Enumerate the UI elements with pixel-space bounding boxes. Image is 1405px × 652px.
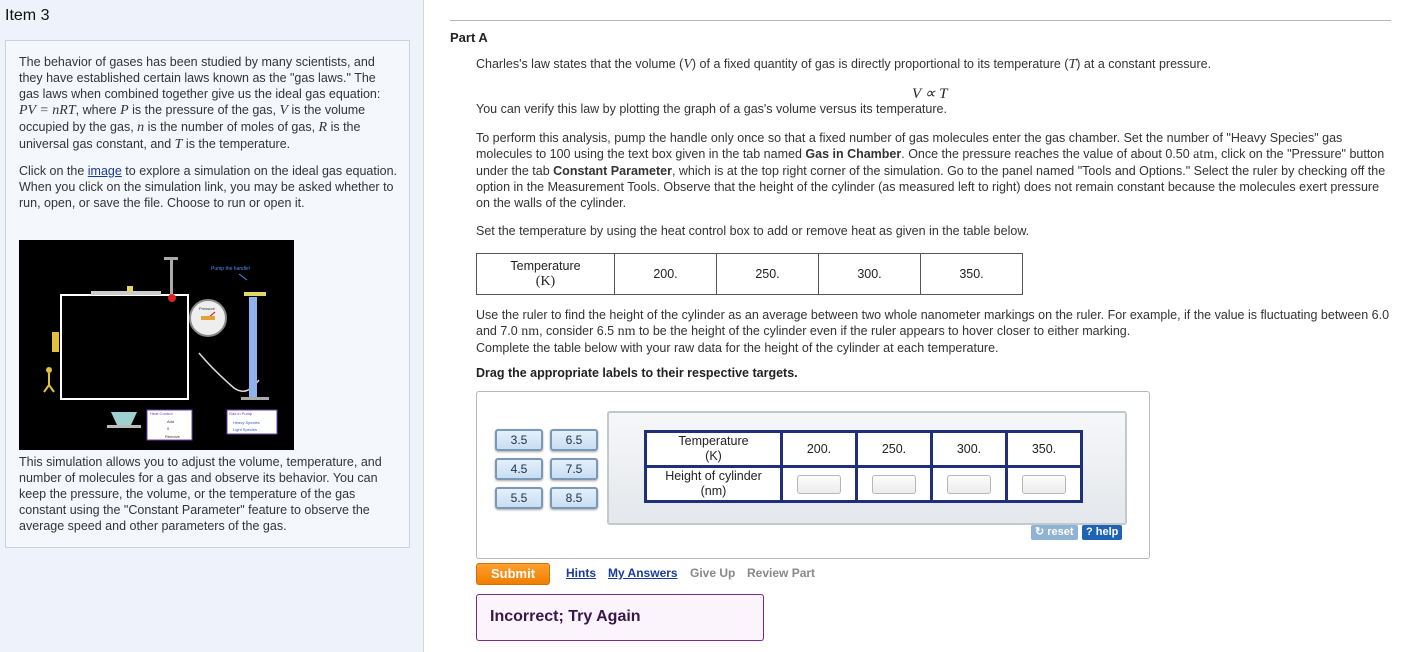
temperature-cell: 250. bbox=[717, 254, 819, 295]
target-table-frame bbox=[607, 411, 1127, 525]
charles-law-paragraph bbox=[476, 56, 1391, 73]
text: Use the ruler to find the height of the cylinder as an average between two whole nanometer markings on the ruler. For example, if the value is fluctuating between 6.0 and 7.0 bbox=[476, 308, 1390, 338]
intro-text: is the universal gas constant, and bbox=[19, 120, 361, 151]
heavy-species-label: Heavy Species bbox=[233, 420, 260, 425]
hints-link[interactable]: Hints bbox=[566, 566, 596, 580]
text: , click on the "Pressure" button under the tab bbox=[476, 147, 1385, 178]
question-panel bbox=[424, 0, 1405, 652]
text: To perform this analysis, pump the handle only once so that a fixed number of gas molecules enter the gas chamber. Set the number of "Heavy Species" gas molecules to 100 using the text box given in the tab named bbox=[476, 131, 1343, 161]
ruler-instruction bbox=[476, 307, 1391, 356]
temperature-header bbox=[477, 254, 615, 295]
divider bbox=[450, 20, 1391, 21]
item-title: Item 3 bbox=[5, 7, 50, 24]
text: , which is at the top right corner of the simulation. Go to the panel named "Tools and Options." Select the ruler by checking off the option in the Measurement Tools. Observe that the height of the cylinder (as measured left to right) does not remain constant because the molecules exert pressure on the walls of the cylinder. bbox=[476, 164, 1386, 210]
temperature-header bbox=[646, 432, 782, 467]
text: to be the height of the cylinder even if the ruler appears to hover closer to either marking. bbox=[635, 324, 1131, 338]
height-cell bbox=[932, 467, 1007, 502]
intro-text: is the pressure of the gas, bbox=[128, 103, 280, 117]
temperature-cell: 350. bbox=[921, 254, 1023, 295]
var-r: R bbox=[318, 120, 328, 135]
review-part-link[interactable]: Review Part bbox=[747, 566, 816, 580]
heat-zero-label: 0 bbox=[167, 426, 170, 431]
drag-and-drop-area bbox=[476, 391, 1150, 559]
pump-label: Pump the handle! bbox=[211, 266, 251, 272]
pressure-gauge-label: Pressure bbox=[199, 306, 216, 311]
drag-label-chip[interactable]: 8.5 bbox=[550, 487, 598, 509]
text: ) of a fixed quantity of gas is directly proportional to its temperature ( bbox=[691, 57, 1069, 71]
unit-nm: nm bbox=[521, 324, 540, 339]
unit-nm: nm bbox=[617, 324, 636, 339]
submit-button[interactable]: Submit bbox=[476, 563, 550, 585]
intro-text: is the volume occupied by the gas, bbox=[19, 103, 366, 134]
var-t: T bbox=[1068, 57, 1077, 72]
header-unit: (K) bbox=[705, 449, 722, 463]
drag-label-chip[interactable]: 6.5 bbox=[550, 429, 598, 451]
drag-instruction: Drag the appropriate labels to their respective targets. bbox=[476, 366, 798, 380]
intro-text: Click on the bbox=[19, 164, 88, 178]
feedback-box bbox=[476, 594, 764, 641]
help-button[interactable]: ? help bbox=[1082, 525, 1122, 540]
heat-remove-label: Remove bbox=[165, 434, 180, 439]
verify-paragraph: You can verify this law by plotting the graph of a gas's volume versus its temperature. bbox=[476, 102, 947, 116]
heat-control-label: Heat Control bbox=[150, 411, 173, 416]
gas-in-pump-label: Gas in Pump bbox=[229, 411, 253, 416]
header-unit: (K) bbox=[535, 274, 556, 289]
text: . Once the pressure reaches the value of about 0.50 bbox=[901, 147, 1194, 161]
temperature-cell: 350. bbox=[1007, 432, 1082, 467]
height-cell bbox=[1007, 467, 1082, 502]
my-answers-link[interactable]: My Answers bbox=[608, 566, 678, 580]
height-cell bbox=[857, 467, 932, 502]
part-label: Part A bbox=[450, 30, 488, 45]
gas-in-chamber-term: Gas in Chamber bbox=[805, 147, 902, 161]
drag-label-chip[interactable]: 4.5 bbox=[495, 458, 543, 480]
temperature-cell: 200. bbox=[782, 432, 857, 467]
header-text: Temperature bbox=[678, 434, 749, 448]
var-n: n bbox=[137, 120, 145, 135]
temperature-cell: 300. bbox=[932, 432, 1007, 467]
temperature-cell: 300. bbox=[819, 254, 921, 295]
reset-button[interactable] bbox=[1031, 525, 1078, 540]
intro-text: is the number of moles of gas, bbox=[144, 120, 319, 134]
light-species-label: Light Species bbox=[233, 427, 258, 432]
drag-label-chip[interactable]: 7.5 bbox=[550, 458, 598, 480]
reset-icon: ↻ bbox=[1035, 526, 1048, 538]
temperature-cell: 250. bbox=[857, 432, 932, 467]
intro-paragraph-1 bbox=[19, 54, 399, 153]
var-v: V bbox=[279, 103, 289, 118]
feedback-message: Incorrect; Try Again bbox=[490, 608, 641, 625]
drop-target[interactable] bbox=[1022, 475, 1066, 494]
height-target-table bbox=[644, 430, 1083, 503]
give-up-link[interactable]: Give Up bbox=[690, 566, 736, 580]
charles-law-formula: V ∝ T bbox=[912, 86, 948, 102]
ideal-gas-equation: PV = nRT bbox=[19, 103, 76, 118]
gas-simulation-graphic bbox=[19, 240, 294, 450]
header-text: Temperature bbox=[510, 259, 581, 273]
temperature-reference-table bbox=[476, 253, 1023, 295]
intro-text: , where bbox=[75, 103, 121, 117]
var-v: V bbox=[683, 57, 692, 72]
gas-simulation-image[interactable] bbox=[19, 240, 294, 450]
intro-text: The behavior of gases has been studied by many scientists, and they have established certain laws known as the "gas laws." The gas laws when combined together give us the ideal gas equation: bbox=[19, 55, 381, 101]
constant-parameter-term: Constant Parameter bbox=[553, 164, 672, 178]
height-cell bbox=[782, 467, 857, 502]
drop-target[interactable] bbox=[947, 475, 991, 494]
text: , consider 6.5 bbox=[539, 324, 618, 338]
intro-paragraph-2 bbox=[19, 163, 399, 211]
var-p: P bbox=[120, 103, 129, 118]
drop-target[interactable] bbox=[797, 475, 841, 494]
var-t: T bbox=[174, 137, 183, 152]
drag-label-chip[interactable]: 5.5 bbox=[495, 487, 543, 509]
item-sidebar bbox=[0, 0, 424, 652]
intro-paragraph-3: This simulation allows you to adjust the volume, temperature, and number of molecules for a gas and observe its behavior. You can keep the pressure, the volume, or the temperature of the gas constant using the "Constant Parameter" feature to observe the average speed and other parameters of the gas. bbox=[19, 455, 382, 533]
text: Charles's law states that the volume ( bbox=[476, 57, 684, 71]
intro-text: to explore a simulation on the ideal gas equation. When you click on the simulation link, you may be asked whether to run, open, or save the file. Choose to run or open it. bbox=[19, 164, 398, 210]
temperature-cell: 200. bbox=[615, 254, 717, 295]
reset-label: reset bbox=[1047, 526, 1074, 538]
heat-add-label: Add bbox=[167, 419, 175, 424]
height-header bbox=[646, 467, 782, 502]
unit-atm: atm bbox=[1193, 147, 1215, 162]
header-unit: (nm) bbox=[700, 484, 727, 498]
text: Complete the table below with your raw data for the height of the cylinder at each temperature. bbox=[476, 341, 999, 355]
temperature-instruction: Set the temperature by using the heat control box to add or remove heat as given in the table below. bbox=[476, 224, 1030, 238]
procedure-paragraph bbox=[476, 130, 1391, 211]
intro-box bbox=[5, 40, 410, 548]
drag-label-chip[interactable]: 3.5 bbox=[495, 429, 543, 451]
intro-text: is the temperature. bbox=[182, 137, 291, 151]
text: ) at a constant pressure. bbox=[1076, 57, 1212, 71]
header-text: Height of cylinder bbox=[665, 469, 762, 483]
drop-target[interactable] bbox=[872, 475, 916, 494]
simulation-image-link[interactable]: image bbox=[87, 164, 122, 178]
